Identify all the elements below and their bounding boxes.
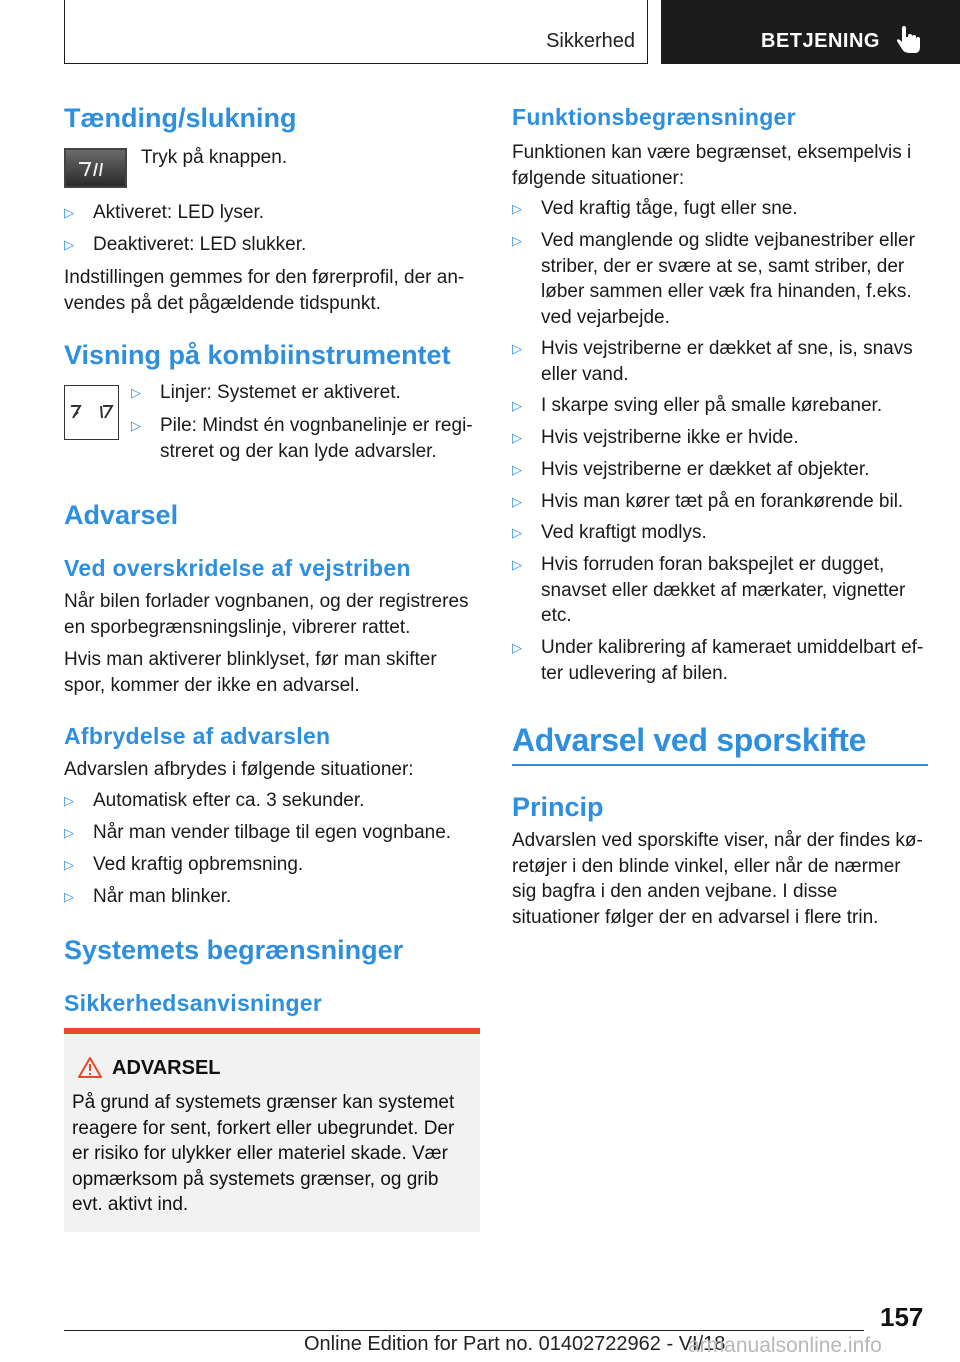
pointing-hand-icon xyxy=(896,25,922,55)
lane-assist-button-icon xyxy=(64,148,127,188)
bullet-triangle-icon: ▷ xyxy=(512,430,522,445)
footer-edition: Online Edition for Part no. 01402722962 - VI/18 xyxy=(304,1333,726,1355)
bullet-triangle-icon: ▷ xyxy=(64,237,74,252)
header-chapter-title: BETJENING xyxy=(761,30,880,52)
heading-princip: Princip xyxy=(512,792,604,822)
bullet-triangle-icon: ▷ xyxy=(512,640,522,655)
bullet-triangle-icon: ▷ xyxy=(512,201,522,216)
bullet-triangle-icon: ▷ xyxy=(131,418,141,433)
bullet-triangle-icon: ▷ xyxy=(512,557,522,572)
text-hvis-man: Hvis man aktiverer blinklyset, før man skifter spor, kommer der ikke en advarsel. xyxy=(64,649,437,696)
text-naar-bilen: Når bilen forlader vognbanen, og der registreres en sporbegrænsningslinje, vibrerer rattet. xyxy=(64,591,469,638)
heading-visning: Visning på kombiinstrumentet xyxy=(64,340,451,370)
bullet-triangle-icon: ▷ xyxy=(64,857,74,872)
text-afbrydes: Advarslen afbrydes i følgende situationer: xyxy=(64,759,414,780)
footer-rule xyxy=(64,1330,864,1331)
bullet-triangle-icon: ▷ xyxy=(512,494,522,509)
heading-taending: Tænding/slukning xyxy=(64,103,297,133)
bullet-triangle-icon: ▷ xyxy=(131,385,141,400)
bullet-triangle-icon: ▷ xyxy=(512,341,522,356)
lane-lines-display-icon xyxy=(64,385,119,440)
bullet-triangle-icon: ▷ xyxy=(64,205,74,220)
heading-advarsel-ved-sporskifte: Advarsel ved sporskifte xyxy=(512,722,867,758)
text-tryk: Tryk på knappen. xyxy=(141,147,288,168)
warning-title: ADVARSEL xyxy=(112,1057,221,1079)
header-chapter-tab xyxy=(661,0,960,64)
bullet-triangle-icon: ▷ xyxy=(512,525,522,540)
watermark-text: armanualsonline.info xyxy=(688,1334,882,1357)
bullet-triangle-icon: ▷ xyxy=(64,889,74,904)
bullet-triangle-icon: ▷ xyxy=(512,462,522,477)
heading-advarsel: Advarsel xyxy=(64,500,179,530)
warning-box xyxy=(64,1034,480,1232)
heading-systemets: Systemets begrænsninger xyxy=(64,935,404,965)
heading-sikkerhedsanvisninger: Sikkerhedsanvisninger xyxy=(64,990,323,1016)
page-number: 157 xyxy=(880,1302,924,1332)
warning-text: På grund af systemets grænser kan systemet reagere for sent, forkert eller ubegrundet. Der er risiko for ulykker eller materiel skade. Vær opmærksom på systemets grænser, og grib evt. aktivt ind. xyxy=(72,1092,455,1215)
heading-funktionsbegraensninger: Funktionsbegrænsninger xyxy=(512,104,796,130)
bullet-triangle-icon: ▷ xyxy=(512,398,522,413)
warning-triangle-icon xyxy=(78,1056,102,1078)
heading-underline xyxy=(512,764,928,766)
heading-ved-overskridelse: Ved overskridelse af vejstriben xyxy=(64,555,411,581)
bullet-triangle-icon: ▷ xyxy=(512,233,522,248)
text-indstillingen: Indstillingen gemmes for den førerprofil, der an-vendes på det pågældende tidspunkt. xyxy=(64,267,465,314)
text-funktionen: Funktionen kan være begrænset, eksempelvis i følgende situationer: xyxy=(512,142,912,189)
header-section-title: Sikkerhed xyxy=(546,30,635,52)
bullet-triangle-icon: ▷ xyxy=(64,793,74,808)
heading-afbrydelse: Afbrydelse af advarslen xyxy=(64,723,331,749)
header-section-box xyxy=(64,0,648,64)
text-princip: Advarslen ved sporskifte viser, når der findes kø-retøjer i den blinde vinkel, eller når de nærmer sig bagfra i den anden vejbane. I disse situationer følger der en advarsel i flere trin. xyxy=(512,830,923,928)
bullet-triangle-icon: ▷ xyxy=(64,825,74,840)
